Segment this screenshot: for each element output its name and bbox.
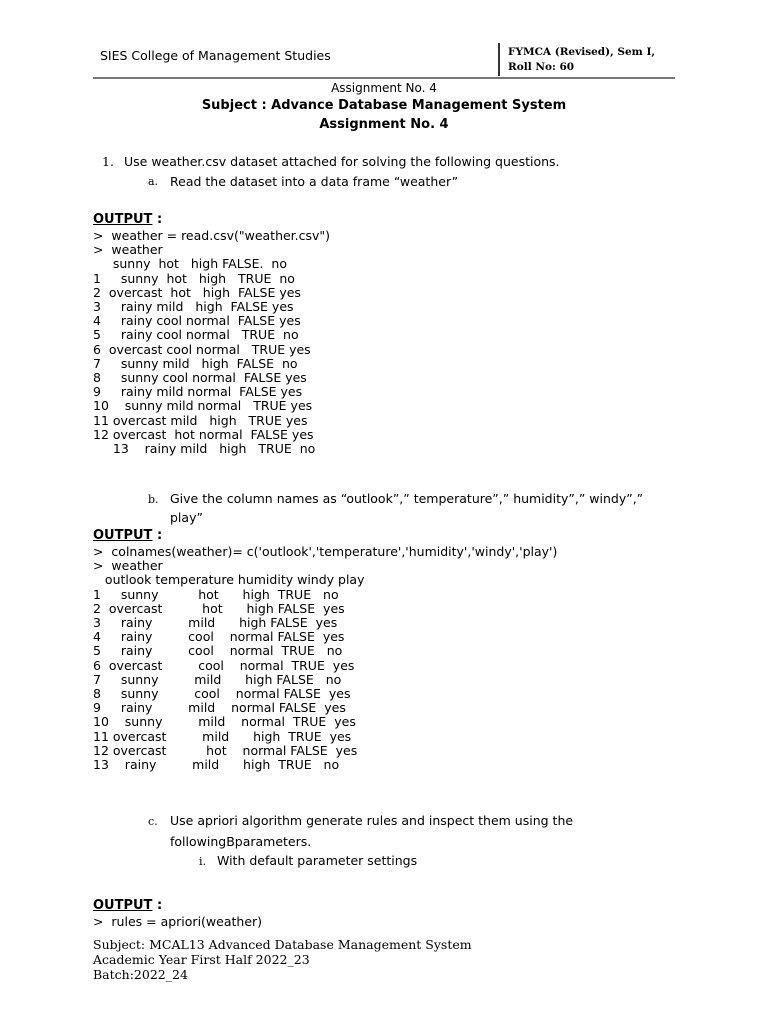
table-row: 1 sunny hot high TRUE no (93, 586, 339, 602)
code-line: > colnames(weather)= c('outlook','temperature','humidity','windy','play') (93, 544, 558, 559)
table-row: 9 rainy mild normal FALSE yes (93, 700, 346, 716)
question-c-label: c. (148, 815, 158, 828)
table-row: 2 overcast hot high FALSE yes (93, 284, 301, 300)
output-a-block (93, 229, 330, 456)
table-row: 11 overcast mild high TRUE yes (93, 728, 352, 744)
table-row: 10 sunny mild normal TRUE yes (93, 714, 356, 730)
output-b-block (93, 545, 557, 772)
table-row: 3 rainy mild high FALSE yes (93, 615, 338, 631)
table-row: 6 overcast cool normal TRUE yes (93, 657, 355, 673)
output-label-c: OUTPUT : (93, 898, 163, 913)
table-row: 13 rainy mild high TRUE no (93, 441, 316, 457)
table-row: 2 overcast hot high FALSE yes (93, 600, 345, 616)
question-c-i-text: With default parameter settings (217, 853, 418, 868)
question-number: 1. (102, 154, 114, 169)
subject-title: Subject : Advance Database Management System (201, 98, 567, 113)
footer-batch: Batch:2022_24 (93, 967, 188, 982)
code-line: > weather = read.csv("weather.csv") (93, 228, 331, 243)
table-row: 7 sunny mild high FALSE no (93, 355, 298, 371)
roll-number: Roll No: 60 (508, 61, 575, 73)
footer-academic-year: Academic Year First Half 2022_23 (93, 952, 310, 967)
header-divider-vertical (498, 43, 500, 76)
table-row: 8 sunny cool normal FALSE yes (93, 370, 307, 386)
table-row: 12 overcast hot normal FALSE yes (93, 742, 358, 758)
course-line-1: FYMCA (Revised), Sem I, (508, 46, 656, 58)
output-label-b: OUTPUT : (93, 528, 163, 543)
code-line: > rules = apriori(weather) (93, 914, 263, 929)
question-c-i-label: i. (199, 855, 207, 868)
table-header: outlook temperature humidity windy play (93, 572, 365, 588)
table-row: 9 rainy mild normal FALSE yes (93, 384, 303, 400)
output-label-a: OUTPUT : (93, 212, 163, 227)
table-row: 5 rainy cool normal TRUE no (93, 643, 343, 659)
question-b-line-2: play” (170, 510, 203, 525)
table-row: 13 rainy mild high TRUE no (93, 757, 340, 773)
question-b-label: b. (148, 493, 159, 506)
table-row: 5 rainy cool normal TRUE no (93, 327, 299, 343)
course-info (508, 45, 655, 75)
output-c-block (93, 915, 262, 929)
code-line: > weather (93, 558, 163, 574)
table-row: 12 overcast hot normal FALSE yes (93, 426, 314, 442)
table-row: 11 overcast mild high TRUE yes (93, 412, 308, 428)
table-row: 4 rainy cool normal FALSE yes (93, 313, 301, 329)
table-row: 1 sunny hot high TRUE no (93, 270, 295, 286)
question-c-line-1: Use apriori algorithm generate rules and inspect them using the (170, 813, 574, 828)
assignment-small-title: Assignment No. 4 (331, 81, 437, 95)
page-footer (93, 937, 472, 982)
table-row: sunny hot high FALSE. no (93, 256, 287, 272)
header-divider-horizontal (93, 77, 675, 79)
table-row: 4 rainy cool normal FALSE yes (93, 629, 345, 645)
assignment-title: Assignment No. 4 (319, 117, 449, 132)
table-row: 3 rainy mild high FALSE yes (93, 299, 294, 315)
question-c-line-2: followingBparameters. (170, 834, 312, 849)
table-row: 8 sunny cool normal FALSE yes (93, 686, 351, 702)
question-a-text: Read the dataset into a data frame “weather” (170, 174, 459, 189)
college-name: SIES College of Management Studies (100, 48, 331, 63)
question-b-line-1: Give the column names as “outlook”,” temperature”,” humidity”,” windy”,” (170, 491, 644, 506)
table-row: 7 sunny mild high FALSE no (93, 671, 342, 687)
code-line: > weather (93, 242, 163, 258)
table-row: 10 sunny mild normal TRUE yes (93, 398, 313, 414)
question-a-label: a. (148, 175, 159, 188)
footer-subject: Subject: MCAL13 Advanced Database Management System (93, 937, 472, 952)
question-text: Use weather.csv dataset attached for solving the following questions. (124, 154, 560, 169)
table-row: 6 overcast cool normal TRUE yes (93, 341, 311, 357)
